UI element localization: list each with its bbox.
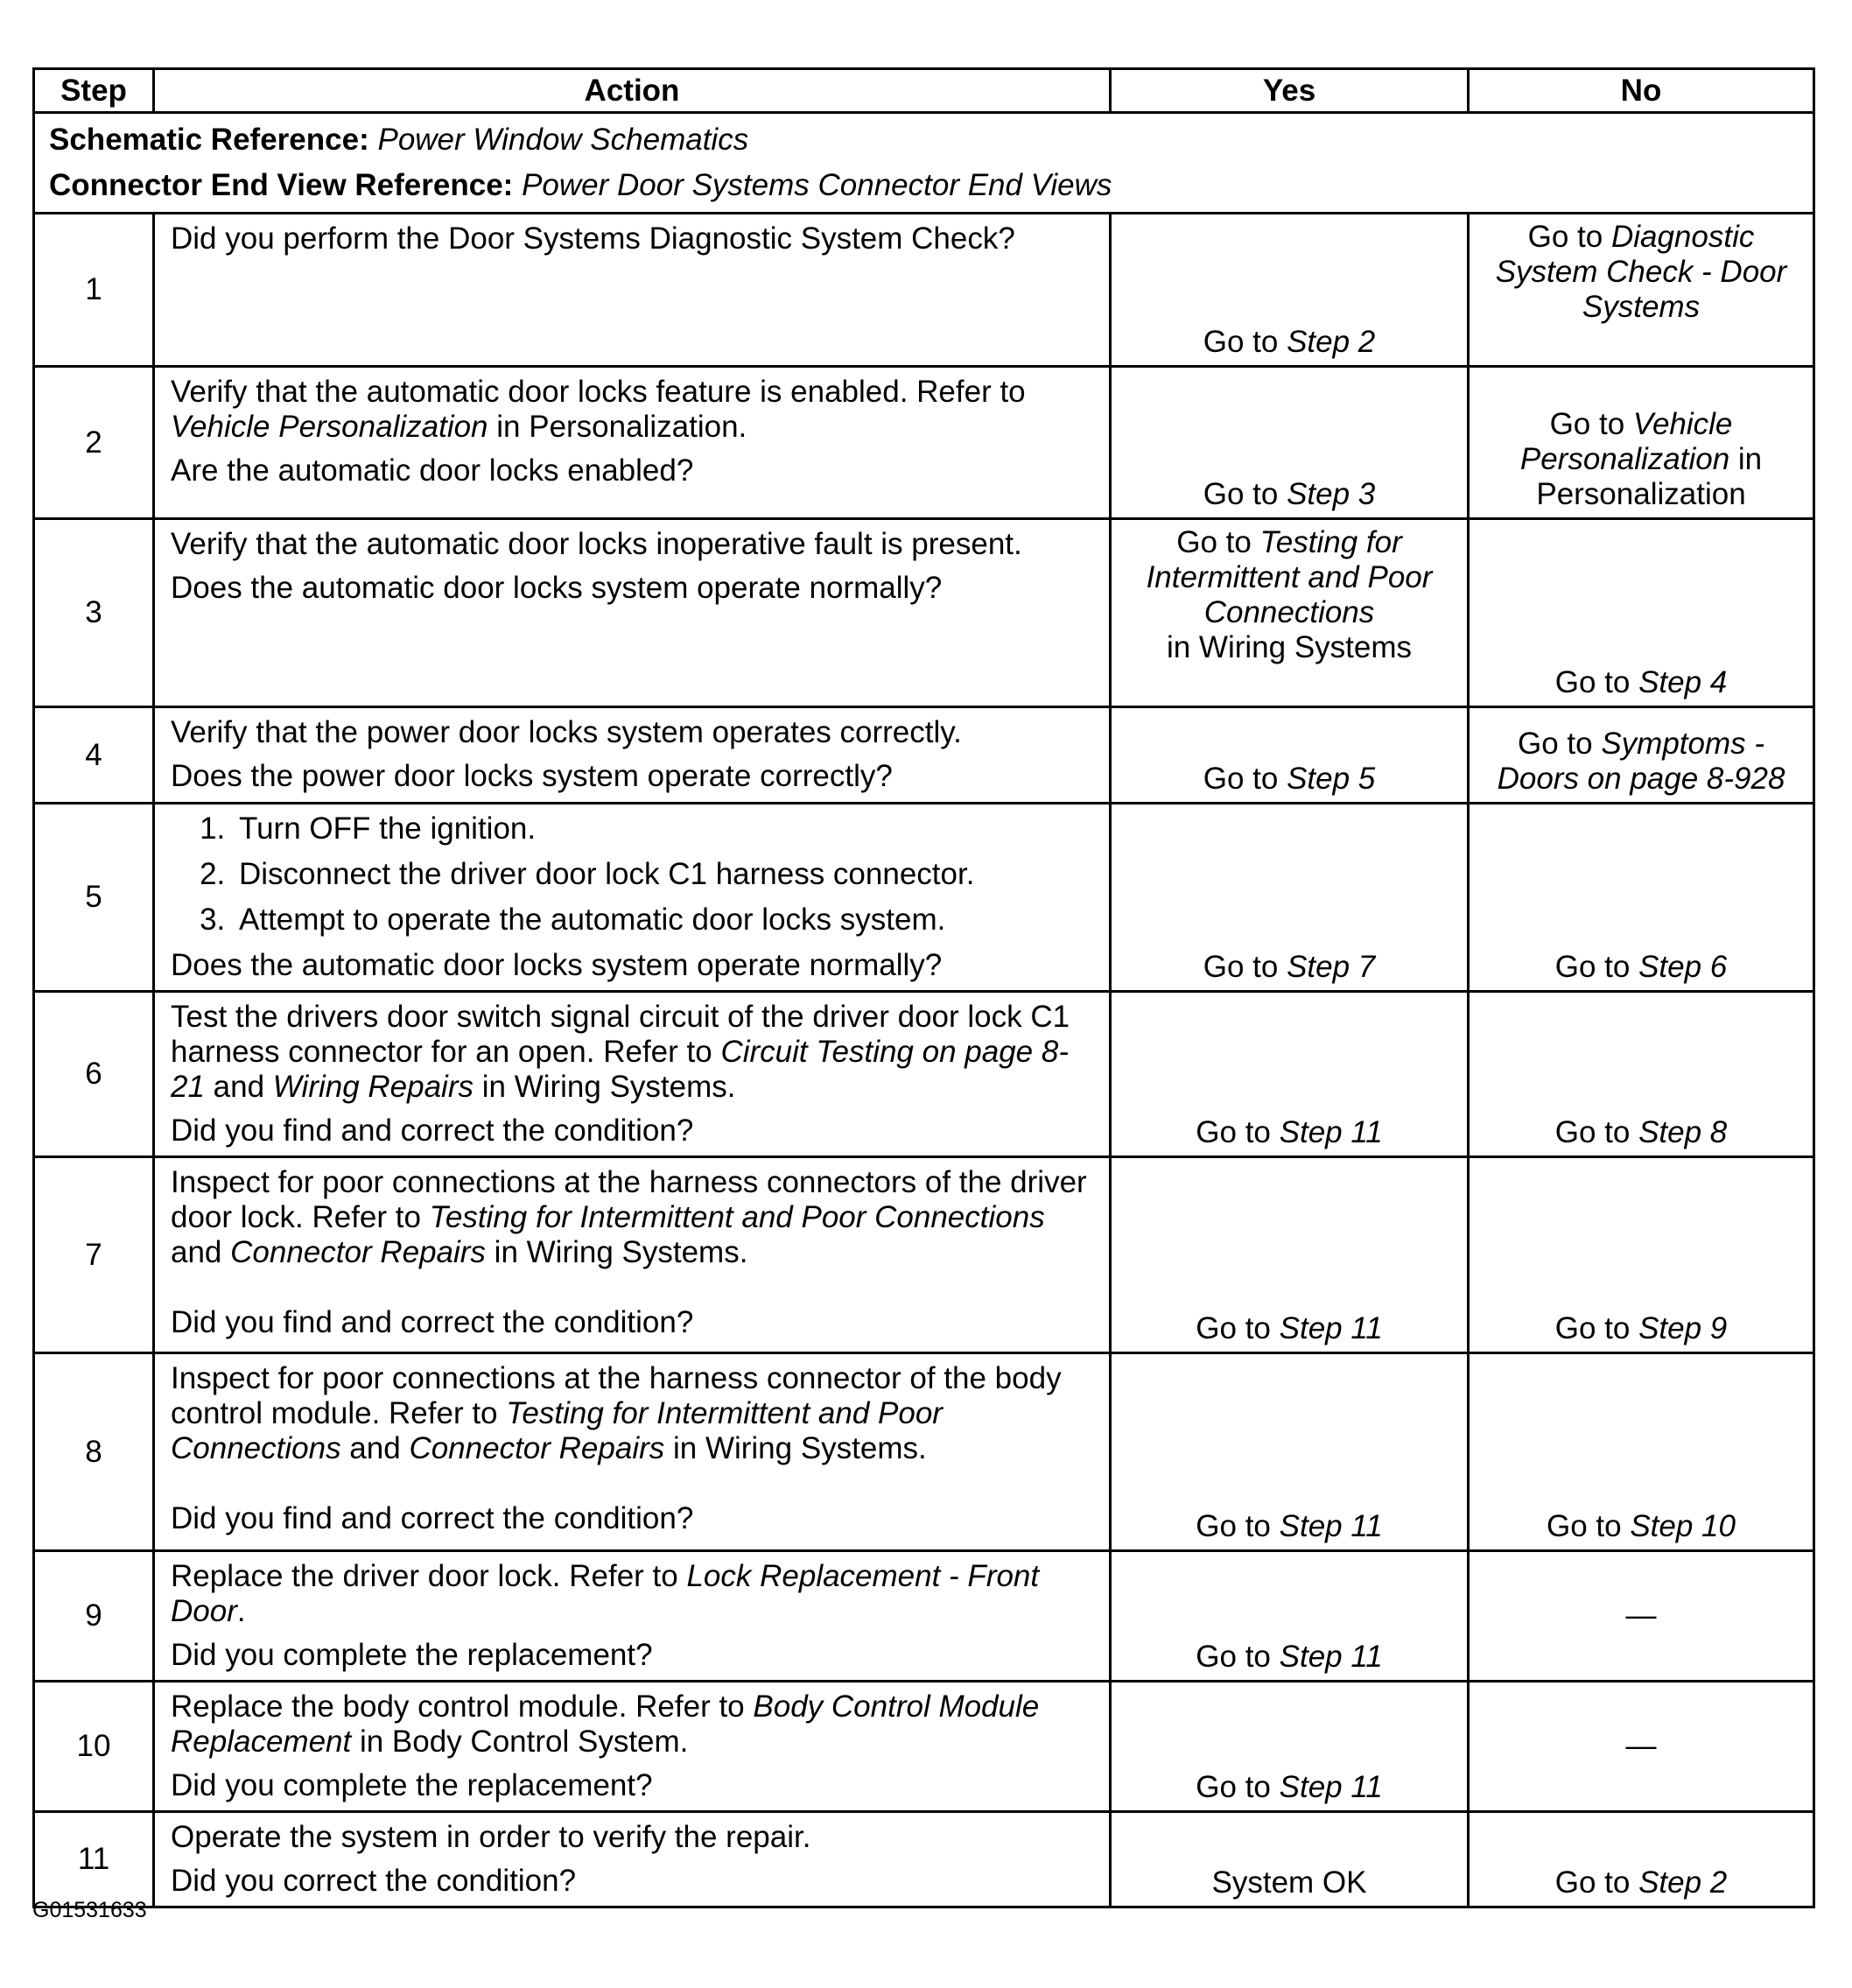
yes-cell (1111, 1812, 1469, 1907)
yes-cell (1111, 519, 1469, 707)
no-cell (1469, 214, 1814, 367)
no-cell (1469, 1157, 1814, 1353)
action-link[interactable]: Testing for Intermittent and Poor Connections (429, 1200, 1045, 1234)
step-row-4 (34, 707, 1814, 804)
action-text: Verify that the power door locks system operates correctly. (171, 715, 962, 749)
period: . (236, 1594, 246, 1628)
yes-link[interactable]: Step 5 (1287, 762, 1376, 796)
action-question: Does the power door locks system operate correctly? (171, 759, 893, 793)
no-link[interactable]: Step 2 (1638, 1865, 1728, 1900)
substep-list (171, 811, 1093, 938)
action-text-part: Inspect for poor connections at the harness connector of the body control module. Refer to (171, 1361, 1062, 1430)
action-text-part: Verify that the automatic door locks feature is enabled. Refer to (171, 375, 1026, 409)
diagnostic-table (32, 67, 1815, 1908)
action-question: Did you find and correct the condition? (171, 1305, 694, 1339)
step-number: 5 (34, 804, 154, 992)
yes-link[interactable]: Step 11 (1279, 1509, 1383, 1543)
step-action (154, 519, 1111, 707)
step-number: 10 (34, 1682, 154, 1812)
action-link[interactable]: Wiring Repairs (272, 1070, 474, 1104)
substep-item: 2. Disconnect the driver door lock C1 harness connector. (234, 857, 1093, 892)
goto-label: Go to (1196, 1640, 1280, 1674)
action-text (171, 1559, 1093, 1629)
step-row-11 (34, 1812, 1814, 1907)
action-text-part: in Personalization. (488, 410, 747, 444)
no-cell (1469, 1682, 1814, 1812)
step-number: 1 (34, 214, 154, 367)
and-label: and (340, 1431, 410, 1465)
no-cell (1469, 992, 1814, 1157)
no-dash: — (1625, 1729, 1657, 1763)
goto-label: Go to (1517, 727, 1602, 761)
goto-label: Go to (1549, 407, 1633, 441)
yes-link[interactable]: Step 11 (1279, 1311, 1383, 1345)
step-number: 6 (34, 992, 154, 1157)
step-row-7 (34, 1157, 1814, 1353)
action-question: Did you complete the replacement? (171, 1768, 653, 1802)
action-question: Are the automatic door locks enabled? (171, 453, 694, 488)
action-question: Did you correct the condition? (171, 1864, 577, 1898)
goto-label: Go to (1547, 1509, 1631, 1543)
goto-label: Go to (1554, 950, 1639, 984)
action-question: Did you find and correct the condition? (171, 1113, 694, 1148)
no-link[interactable]: Vehicle Personalization (1519, 407, 1733, 476)
action-link[interactable]: Vehicle Personalization (171, 410, 488, 444)
action-link[interactable]: Body Control Module Replacement (171, 1689, 1040, 1759)
header-no: No (1469, 69, 1814, 113)
goto-label: Go to (1176, 525, 1260, 559)
step-row-6 (34, 992, 1814, 1157)
step-action (154, 367, 1111, 519)
step-action (154, 707, 1111, 804)
goto-label: Go to (1196, 1311, 1280, 1345)
goto-label: Go to (1554, 1865, 1639, 1900)
action-link[interactable]: Lock Replacement - Front Door (171, 1559, 1040, 1628)
step-row-8 (34, 1353, 1814, 1551)
goto-label: Go to (1554, 1311, 1639, 1345)
action-text (171, 1000, 1093, 1105)
yes-cell (1111, 1157, 1469, 1353)
step-action (154, 1157, 1111, 1353)
step-number: 4 (34, 707, 154, 804)
goto-label: Go to (1203, 950, 1287, 984)
yes-link[interactable]: Step 11 (1279, 1640, 1383, 1674)
action-text-part: in Wiring Systems. (474, 1070, 736, 1104)
no-tail: Personalization (1536, 477, 1746, 511)
no-link[interactable]: Diagnostic System Check - Door Systems (1495, 220, 1787, 324)
action-link[interactable]: Testing for Intermittent and Poor Connections (171, 1396, 943, 1465)
no-cell (1469, 1353, 1814, 1551)
in-label: in (1729, 442, 1763, 476)
step-row-1 (34, 214, 1814, 367)
step-number: 7 (34, 1157, 154, 1353)
yes-link[interactable]: Step 2 (1287, 325, 1376, 359)
yes-link[interactable]: Testing for Intermittent and Poor Connections (1146, 525, 1433, 629)
substep-item: 3. Attempt to operate the automatic door locks system. (234, 903, 1093, 938)
step-row-10 (34, 1682, 1814, 1812)
no-cell (1469, 1812, 1814, 1907)
step-number: 9 (34, 1551, 154, 1682)
goto-label: Go to (1196, 1115, 1280, 1149)
yes-cell (1111, 1551, 1469, 1682)
substep-item: 1. Turn OFF the ignition. (234, 811, 1093, 846)
no-link[interactable]: Step 10 (1630, 1509, 1736, 1543)
action-text-part: Replace the body control module. Refer to (171, 1689, 754, 1724)
no-cell (1469, 367, 1814, 519)
header-step: Step (34, 69, 154, 113)
yes-link[interactable]: Step 7 (1287, 950, 1376, 984)
connector-reference-label: Connector End View Reference: (49, 168, 514, 202)
step-action (154, 1551, 1111, 1682)
action-text-part: in Body Control System. (351, 1725, 689, 1759)
reference-cell (34, 113, 1814, 214)
goto-label: Go to (1203, 477, 1287, 511)
action-text: Operate the system in order to verify the repair. (171, 1820, 811, 1854)
yes-cell (1111, 367, 1469, 519)
header-yes: Yes (1111, 69, 1469, 113)
figure-id: G01531633 (32, 1898, 147, 1922)
action-question: Does the automatic door locks system operate normally? (171, 571, 943, 605)
header-row (34, 69, 1814, 113)
schematic-reference-link[interactable]: Power Window Schematics (377, 123, 749, 157)
yes-cell (1111, 214, 1469, 367)
yes-tail: in Wiring Systems (1166, 630, 1413, 664)
step-number: 3 (34, 519, 154, 707)
step-action (154, 804, 1111, 992)
step-action (154, 1812, 1111, 1907)
action-text-part: Test the drivers door switch signal circuit of the driver door lock C1 harness connector for an open. Refer to (171, 1000, 1070, 1069)
action-question: Did you find and correct the condition? (171, 1501, 694, 1535)
action-text-part: Replace the driver door lock. Refer to (171, 1559, 687, 1593)
yes-cell (1111, 707, 1469, 804)
action-text (171, 375, 1093, 445)
yes-cell (1111, 1682, 1469, 1812)
no-link[interactable]: Step 6 (1638, 950, 1728, 984)
action-question: Did you complete the replacement? (171, 1638, 653, 1672)
action-link[interactable]: Connector Repairs (230, 1235, 486, 1269)
action-text: Did you perform the Door Systems Diagnostic System Check? (171, 221, 1015, 256)
and-label: and (171, 1235, 231, 1269)
step-number: 2 (34, 367, 154, 519)
yes-cell (1111, 1353, 1469, 1551)
step-row-2 (34, 367, 1814, 519)
goto-label: Go to (1203, 325, 1287, 359)
header-action: Action (154, 69, 1111, 113)
yes-cell (1111, 992, 1469, 1157)
no-dash: — (1625, 1598, 1657, 1633)
no-cell (1469, 519, 1814, 707)
step-row-3 (34, 519, 1814, 707)
step-row-9 (34, 1551, 1814, 1682)
yes-link[interactable]: Step 3 (1287, 477, 1376, 511)
no-link[interactable]: Step 8 (1638, 1115, 1728, 1149)
action-text-part: in Wiring Systems. (485, 1235, 748, 1269)
step-row-5 (34, 804, 1814, 992)
action-text (171, 1361, 1093, 1466)
no-link[interactable]: Symptoms - Doors on page 8-928 (1497, 727, 1785, 796)
connector-reference-link[interactable]: Power Door Systems Connector End Views (522, 168, 1112, 202)
step-action (154, 992, 1111, 1157)
step-number: 8 (34, 1353, 154, 1551)
step-action (154, 214, 1111, 367)
action-question: Does the automatic door locks system operate normally? (171, 948, 943, 982)
reference-row (34, 113, 1814, 214)
action-text-part: Inspect for poor connections at the harness connectors of the driver door lock. Refer to (171, 1165, 1087, 1234)
no-link[interactable]: Step 4 (1638, 665, 1728, 699)
schematic-reference (49, 117, 1799, 163)
goto-label: Go to (1196, 1770, 1280, 1804)
action-link[interactable]: Connector Repairs (409, 1431, 665, 1465)
schematic-reference-label: Schematic Reference: (49, 123, 369, 157)
yes-result: System OK (1211, 1865, 1367, 1900)
action-text (171, 1689, 1093, 1760)
yes-cell (1111, 804, 1469, 992)
goto-label: Go to (1554, 665, 1639, 699)
action-link[interactable]: Circuit Testing on page 8-21 (171, 1035, 1069, 1104)
action-text: Verify that the automatic door locks inoperative fault is present. (171, 527, 1022, 561)
step-number: 11 (34, 1812, 154, 1907)
action-text-part: in Wiring Systems. (664, 1431, 927, 1465)
step-action (154, 1353, 1111, 1551)
no-cell (1469, 1551, 1814, 1682)
goto-label: Go to (1203, 762, 1287, 796)
action-text (171, 1165, 1093, 1270)
goto-label: Go to (1196, 1509, 1280, 1543)
and-label: and (204, 1070, 273, 1104)
connector-reference (49, 163, 1799, 208)
yes-link[interactable]: Step 11 (1279, 1115, 1383, 1149)
no-cell (1469, 804, 1814, 992)
step-action (154, 1682, 1111, 1812)
goto-label: Go to (1554, 1115, 1639, 1149)
yes-link[interactable]: Step 11 (1279, 1770, 1383, 1804)
goto-label: Go to (1527, 220, 1611, 254)
no-link[interactable]: Step 9 (1638, 1311, 1728, 1345)
no-cell (1469, 707, 1814, 804)
